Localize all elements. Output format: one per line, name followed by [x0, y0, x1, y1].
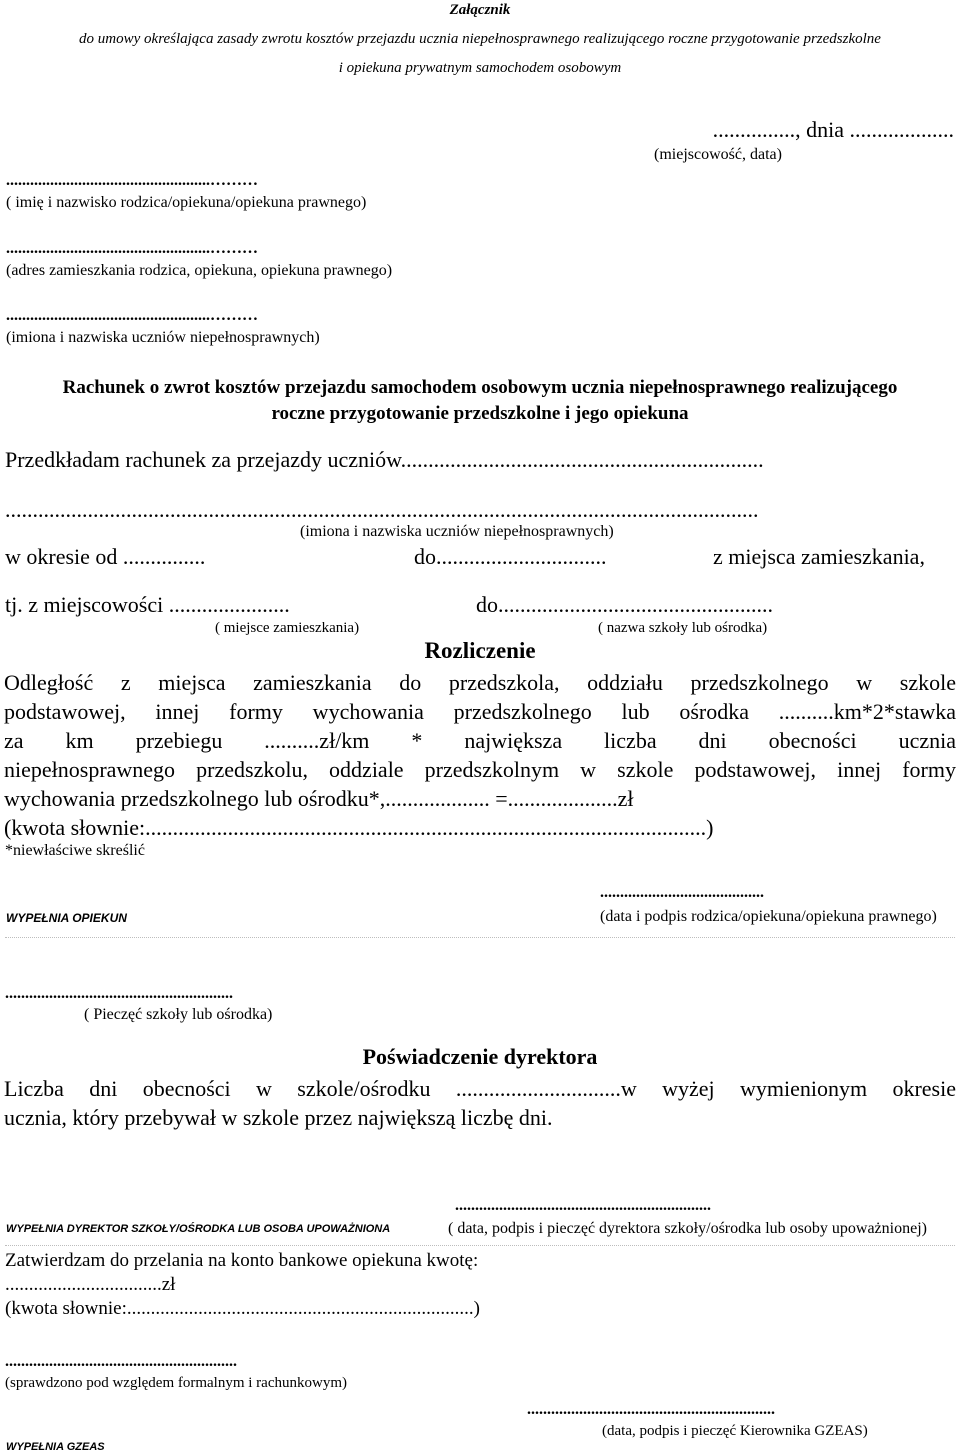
guardian-address-label: (adres zamieszkania rodzica, opiekuna, opiekuna prawnego): [6, 262, 393, 279]
students-dots-line[interactable]: .........................................................................................................................................: [5, 497, 759, 522]
gzeas-sign-label: (data, podpis i pieczęć Kierownika GZEAS): [602, 1423, 868, 1439]
approval-line1: Zatwierdzam do przelania na konto bankowe opiekuna kwotę:: [5, 1250, 479, 1271]
period-to[interactable]: do...............................: [414, 544, 607, 569]
guardian-sign-label: (data i podpis rodzica/opiekuna/opiekuna prawnego): [600, 908, 937, 925]
guardian-sign-dots[interactable]: .........................................: [600, 884, 764, 901]
students-names-label: (imiona i nazwiska uczniów niepełnosprawnych): [6, 329, 320, 346]
section-divider-1: [5, 937, 955, 938]
director-sign-dots[interactable]: ................................................................: [455, 1197, 711, 1214]
certification-line2: ucznia, który przebywał w szkole przez największą liczbę dni.: [4, 1105, 553, 1130]
guardian-name-field[interactable]: ...................................................………: [6, 172, 258, 189]
students-dots-label: (imiona i nazwiska uczniów niepełnosprawnych): [300, 523, 614, 540]
approval-amount[interactable]: .................................zł: [5, 1274, 176, 1295]
place-date-label: (miejscowość, data): [654, 146, 782, 163]
route-to-label: ( nazwa szkoły lub ośrodka): [598, 620, 768, 636]
period-from[interactable]: w okresie od ...............: [5, 544, 206, 569]
gzeas-fill-label: WYPEŁNIA GZEAS: [6, 1441, 105, 1453]
route-from[interactable]: tj. z miejscowości ......................: [5, 592, 290, 617]
attachment-title: Załącznik: [449, 2, 511, 18]
place-date-field[interactable]: ..............., dnia ...................: [712, 117, 954, 142]
settlement-text: [4, 668, 956, 842]
present-statement: Przedkładam rachunek za przejazdy uczniów..................................................................: [5, 447, 764, 472]
settlement-line5[interactable]: wychowania przedszkolnego lub ośrodku*,................... =....................zł: [4, 786, 634, 811]
period-place-text: z miejsca zamieszkania,: [713, 544, 925, 569]
guardian-fill-label: WYPEŁNIA OPIEKUN: [6, 911, 127, 925]
section-divider-2: [5, 1245, 955, 1246]
settlement-note: *niewłaściwe skreślić: [5, 842, 145, 859]
guardian-address-field[interactable]: ...................................................………: [6, 240, 258, 257]
certification-line1[interactable]: Liczba dni obecności w szkole/ośrodku ..............................w wyżej wymienionym okresie: [4, 1076, 956, 1101]
settlement-line2[interactable]: podstawowej, innej formy wychowania przedszkolnego lub ośrodka ..........km*2*stawka: [4, 699, 956, 724]
school-stamp-dots[interactable]: .........................................................: [5, 985, 233, 1002]
route-from-label: ( miejsce zamieszkania): [215, 620, 360, 636]
formal-check-label: (sprawdzono pod względem formalnym i rachunkowym): [5, 1375, 347, 1391]
settlement-line4: niepełnosprawnego przedszkolu, oddziale przedszkolnym w szkole podstawowej, innej formy: [4, 757, 956, 782]
main-title-line1: Rachunek o zwrot kosztów przejazdu samochodem osobowym ucznia niepełnosprawnego realizującego: [62, 377, 898, 398]
certification-title: Poświadczenie dyrektora: [362, 1044, 598, 1069]
attachment-subtitle-line1: do umowy określająca zasady zwrotu kosztów przejazdu ucznia niepełnosprawnego realizującego roczne przygotowanie przedszkolne: [79, 31, 881, 47]
students-names-field[interactable]: ...................................................………: [6, 307, 258, 324]
formal-check-dots[interactable]: ..........................................................: [5, 1353, 237, 1370]
certification-text: [4, 1074, 956, 1132]
main-title-line2: roczne przygotowanie przedszkolne i jego opiekuna: [271, 403, 689, 424]
school-stamp-label: ( Pieczęć szkoły lub ośrodka): [84, 1006, 273, 1023]
gzeas-sign-dots[interactable]: ..............................................................: [527, 1401, 775, 1418]
guardian-name-label: ( imię i nazwisko rodzica/opiekuna/opiekuna prawnego): [6, 194, 367, 211]
director-sign-label: ( data, podpis i pieczęć dyrektora szkoły/ośrodka lub osoby upoważnionej): [448, 1220, 927, 1237]
settlement-line1: Odległość z miejsca zamieszkania do przedszkola, oddziału przedszkolnego w szkole: [4, 670, 956, 695]
settlement-line3[interactable]: za km przebiegu ..........zł/km * największa liczba dni obecności ucznia: [4, 728, 956, 753]
director-fill-label: WYPEŁNIA DYREKTOR SZKOŁY/OŚRODKA LUB OSOBA UPOWAŻNIONA: [6, 1223, 391, 1235]
settlement-title: Rozliczenie: [424, 638, 536, 663]
route-to[interactable]: do..................................................: [476, 592, 773, 617]
settlement-line6[interactable]: (kwota słownie:......................................................................................................): [4, 815, 714, 840]
approval-amount-words[interactable]: (kwota słownie:.........................................................................): [5, 1298, 480, 1319]
attachment-subtitle-line2: i opiekuna prywatnym samochodem osobowym: [338, 60, 622, 76]
